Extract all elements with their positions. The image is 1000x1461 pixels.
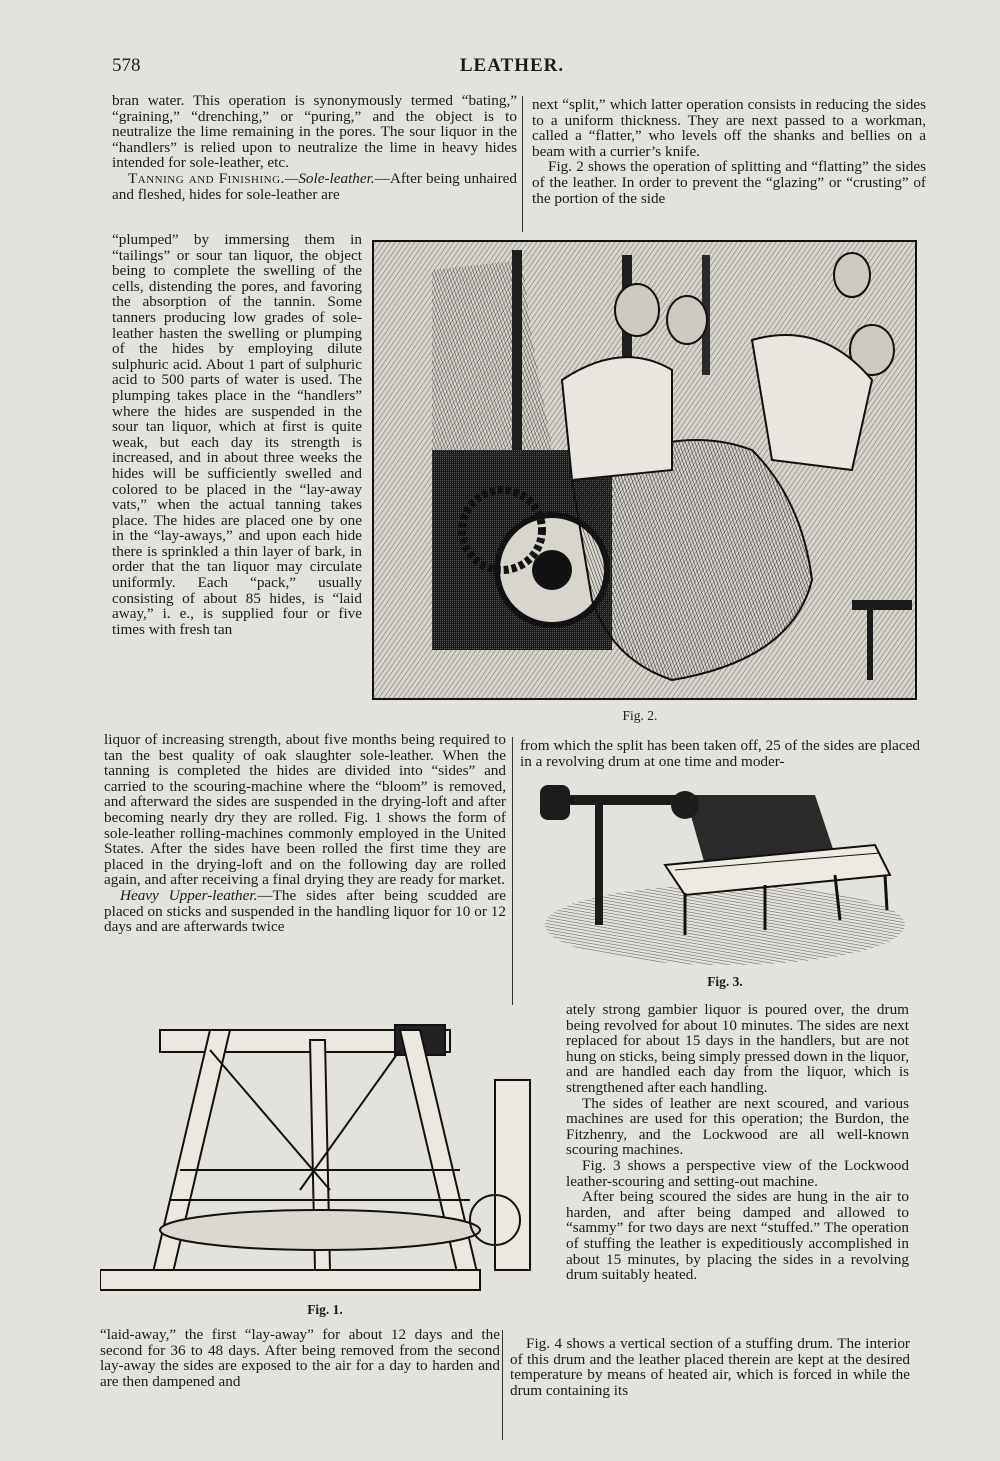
paragraph-fig2-ref: Fig. 2 shows the operation of splitting and “flatting” the sides of the leather. In order to prevent the “glazing” or “crusting” of the portion of the side xyxy=(532,158,926,207)
figure-1-rolling-machine xyxy=(100,1010,540,1300)
paragraph-heavy-upper xyxy=(104,888,506,935)
paragraph-scoured: The sides of leather are next scoured, and various machines are used for this operation; the Burdon, the Fitzhenry, and the Lockwood are all well-known scouring machines. xyxy=(566,1094,909,1159)
paragraph-plumping: “plumped” by immersing them in “tailings” or sour tan liquor, the object being to complete the swelling of the cells, distending the pores, and favoring the absorption of the tannin. Some tanners producing low grades of sole-leather hasten the swelling or plumping of the hides by employing dilute sulphuric acid. About 1 part of sulphuric acid to 500 parts of water is used. The plumping takes place in the “handlers” where the hides are suspended in the sour tan liquor, which at first is quite weak, but each day its strength is increased, and in about three weeks the hides will be sufficiently swelled and colored to be placed in the “lay-away vats,” when the actual tanning takes place. The hides are placed one by one in the “lay-aways,” and upon each hide there is sprinkled a thin layer of bark, in order that the tan liquor may circulate uniformly. Each “pack,” usually consisting of about 85 hides, is “laid away,” i. e., is supplied four or five times with fresh tan xyxy=(112,231,362,638)
figure-2-engraving xyxy=(372,240,917,700)
paragraph-gambier: ately strong gambier liquor is poured over, the drum being revolved for about 10 minutes. The sides are next replaced for about 15 days in the handlers, but are not hung on sticks, being simply pressed down in the liquor, and are handled each day from the liquor, which is strengthened after each handling. xyxy=(566,1001,909,1096)
subheading-heavy-upper: Heavy Upper-leather. xyxy=(120,886,258,904)
section-subheading: —Sole-leather. xyxy=(284,169,375,187)
figure-2-caption: Fig. 2. xyxy=(622,708,658,723)
paragraph-tanning-complete: liquor of increasing strength, about five months being required to tan the best quality of oak slaughter sole-leather. When the tanning is completed the hides are divided into “sides” and carried to the scouring-machine where the “bloom” is removed, and afterward the sides are suspended in the drying-loft and after becoming nearly dry they are rolled. Fig. 1 shows the form of sole-leather rolling-machines commonly employed in the United States. After the sides have been rolled the first time they are placed in the drying-loft and on the following day are rolled again, and after receiving a final drying they are ready for market. xyxy=(104,731,506,889)
paragraph-bran-water: bran water. This operation is synonymously termed “bating,” “graining,” “drenching,” or “puring,” and the object is to neutralize the lime remaining in the pores. The sour liquor in the “handlers” is relied upon to neutralize the lime in heavy hides intended for sole-leather, etc. xyxy=(112,92,517,172)
running-head: LEATHER. xyxy=(459,55,565,76)
paragraph-stuffed: After being scoured the sides are hung in the air to harden, and after being damped and allowed to “sammy” for two days are next “stuffed.” The operation of stuffing the leather is expeditiously accomplished in about 15 minutes, by placing the sides in a revolving drum suitably heated. xyxy=(566,1188,909,1284)
figure-3-caption: Fig. 3. xyxy=(707,974,743,989)
figure-3-scouring-machine xyxy=(535,775,910,970)
left-column-middle xyxy=(104,732,506,935)
left-column-narrow xyxy=(112,232,362,637)
right-column-top xyxy=(532,97,926,206)
paragraph-tanning-text: —After being unhaired and fleshed, hides for sole-leather are xyxy=(112,169,517,203)
paragraph-tanning-intro xyxy=(112,171,517,202)
paragraph-laid-away: “laid-away,” the first “lay-away” for about 12 days and the second for 36 to 48 days. After being removed from the second lay-away the sides are exposed to the air for a day to harden and are then dampened and xyxy=(100,1326,500,1390)
paragraph-fig3-ref: Fig. 3 shows a perspective view of the Lockwood leather-scouring and setting-out machine. xyxy=(566,1156,909,1190)
page-number: 578 xyxy=(112,55,141,76)
column-rule-top xyxy=(522,96,523,232)
paragraph-revolving-drum: from which the split has been taken off, 25 of the sides are placed in a revolving drum at one time and moder- xyxy=(520,737,920,770)
column-rule-bottom xyxy=(502,1330,503,1440)
left-column-top xyxy=(112,93,517,202)
left-column-bottom xyxy=(100,1327,500,1389)
paragraph-heavy-upper-text: —The sides after being scudded are placed on sticks and suspended in the handling liquor for 10 or 12 days and are afterwards twice xyxy=(104,886,506,936)
right-column-middle xyxy=(520,738,920,769)
paragraph-fig4-ref: Fig. 4 shows a vertical section of a stuffing drum. The interior of this drum and the leather placed therein are kept at the desired temperature by means of heated air, which is forced in while the drum containing its xyxy=(510,1335,910,1399)
section-heading: Tanning and Finishing. xyxy=(128,169,285,187)
page-header xyxy=(112,55,912,85)
figure-1-caption: Fig. 1. xyxy=(307,1302,343,1317)
right-column-bottom xyxy=(510,1336,910,1398)
paragraph-split: next “split,” which latter operation consists in reducing the sides to a uniform thickness. They are next passed to a workman, called a “flatter,” who levels off the shanks and bellies on a beam with a currier’s knife. xyxy=(532,96,926,160)
column-rule-middle xyxy=(512,737,513,1005)
right-column-lower xyxy=(566,1002,909,1283)
